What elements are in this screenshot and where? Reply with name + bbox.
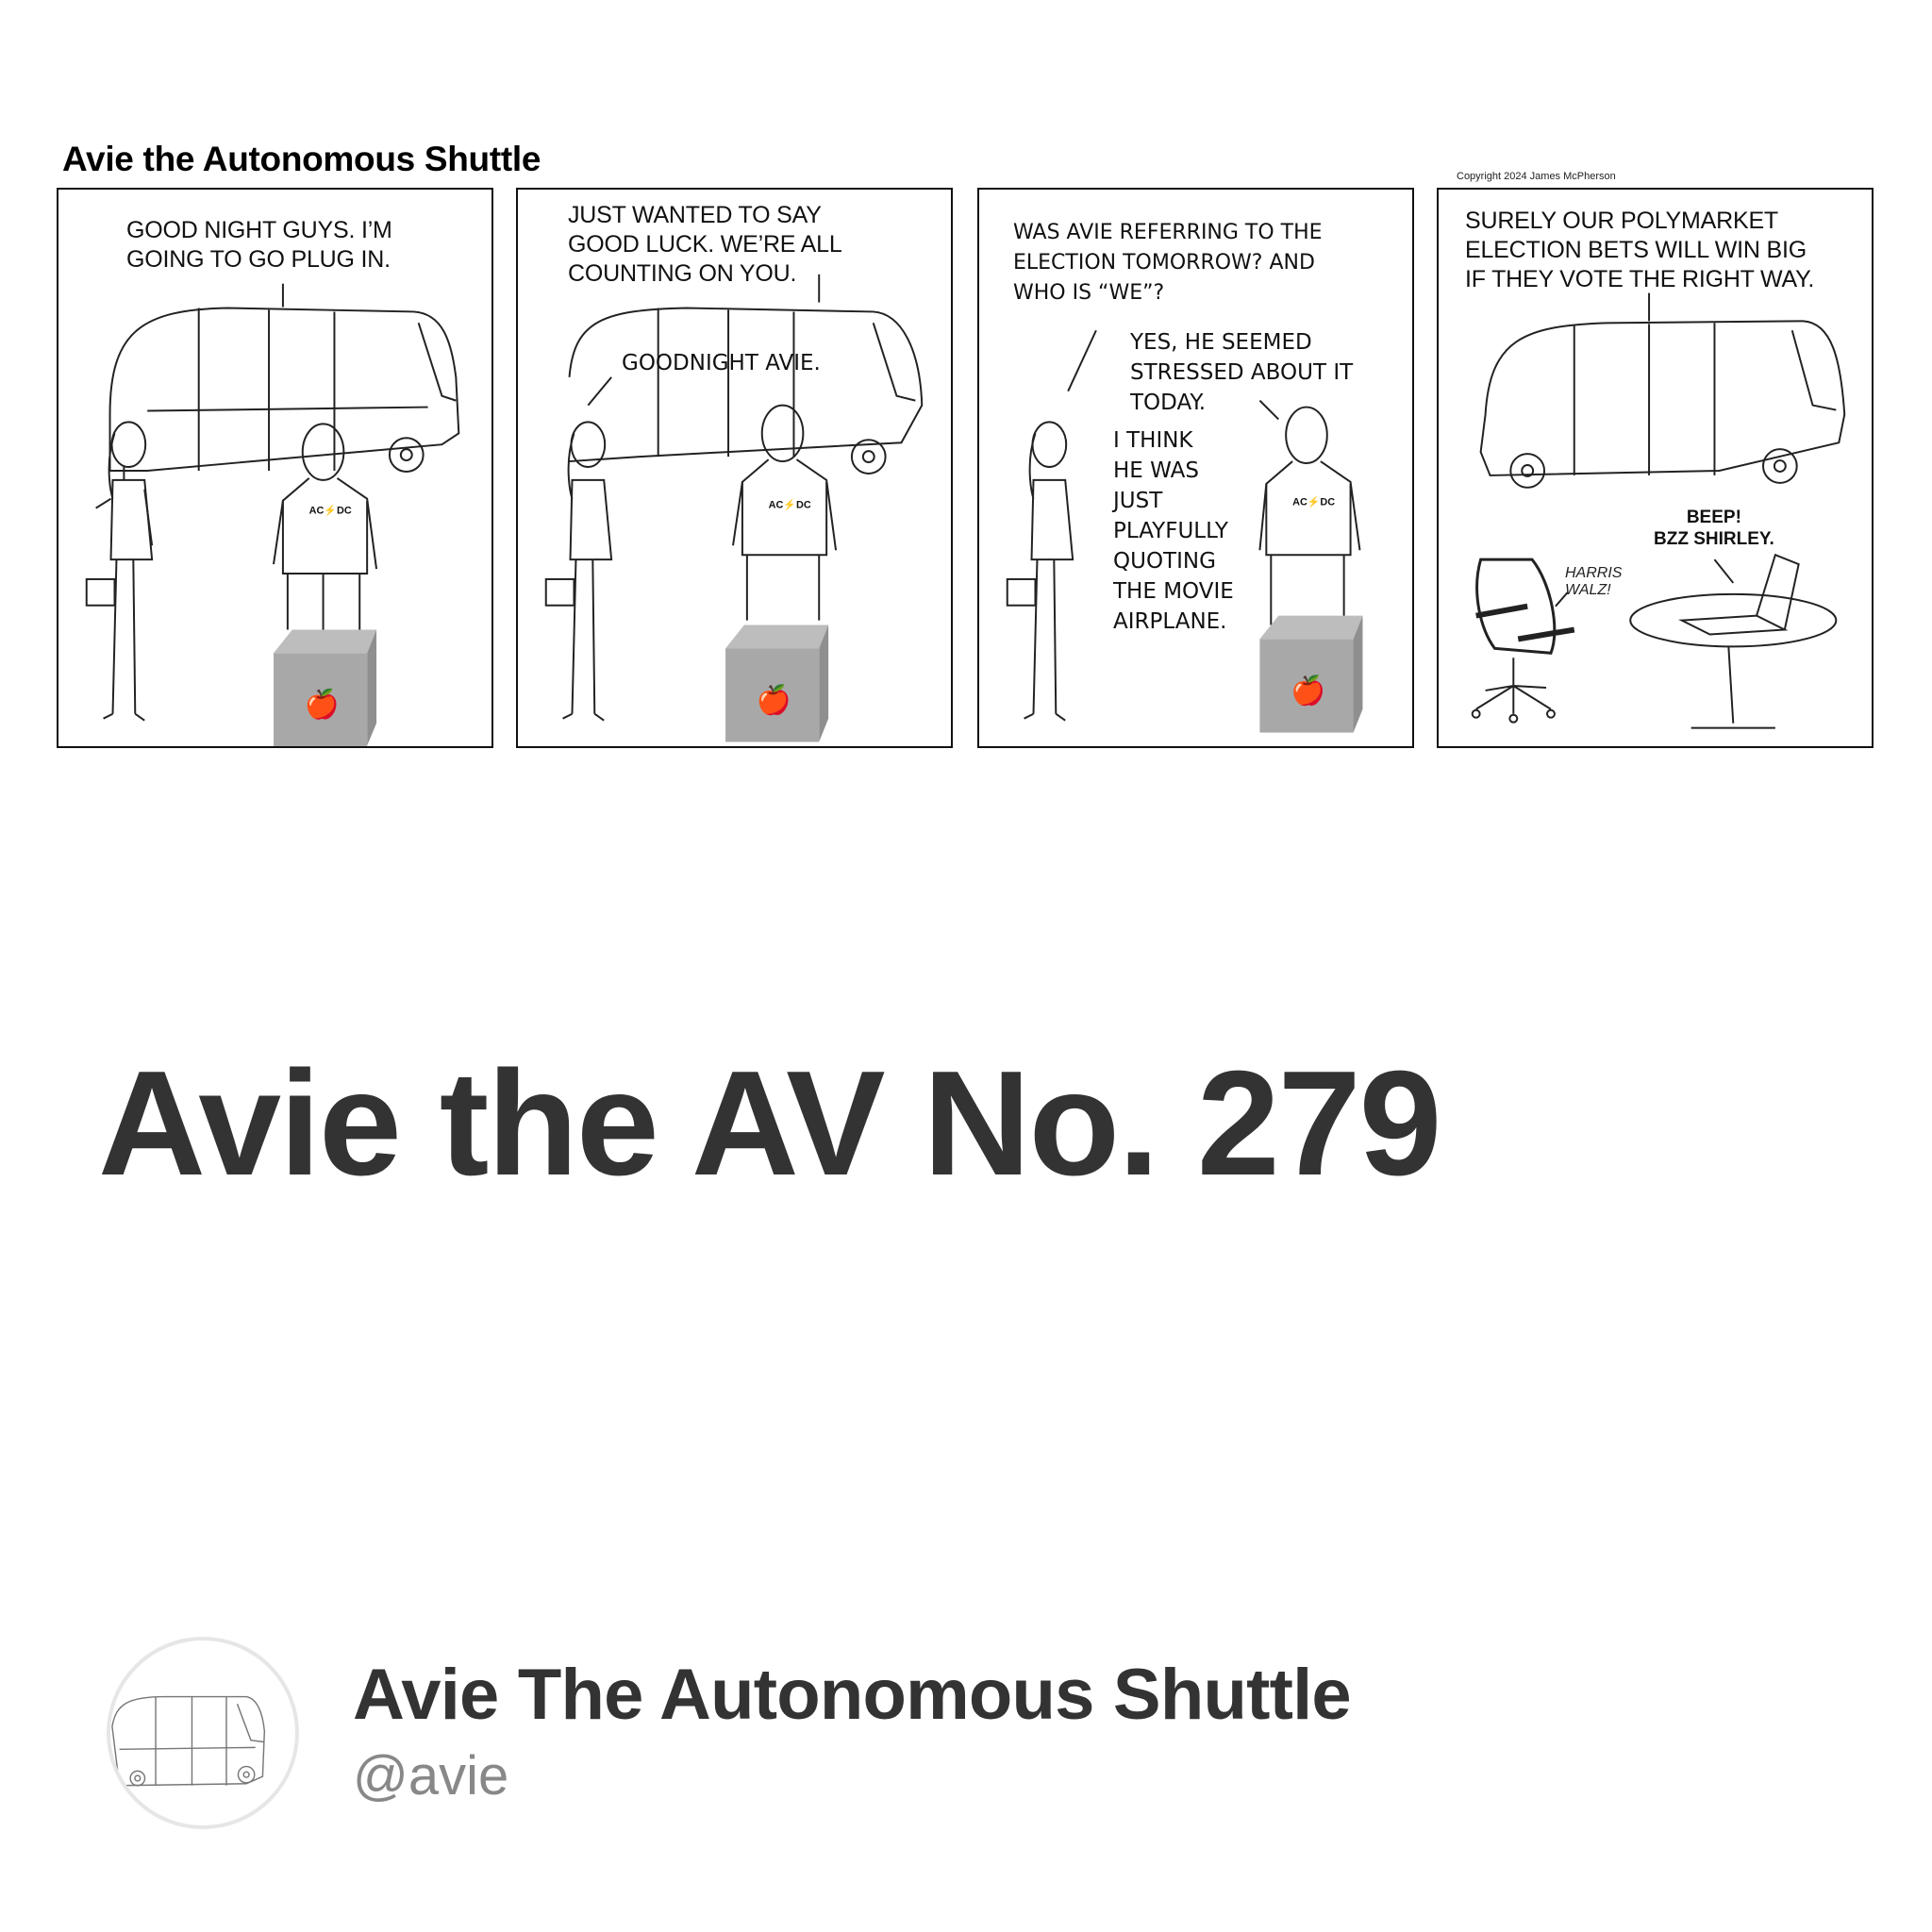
- comic-panel-4: [1437, 188, 1874, 748]
- chair-speech: HARRIS WALZ!: [1565, 565, 1623, 598]
- publication-handle[interactable]: @avie: [353, 1745, 509, 1807]
- panel-4-caption: SURELY OUR POLYMARKET ELECTION BETS WILL WIN BIG IF THEY VOTE THE RIGHT WAY.: [1465, 208, 1815, 292]
- panel-2-caption: JUST WANTED TO SAY GOOD LUCK. WE’RE ALL COUNTING ON YOU.: [568, 202, 842, 287]
- panel-3-speech-2: I THINK HE WAS JUST PLAYFULLY QUOTING THE MOVIE AIRPLANE.: [1113, 428, 1234, 634]
- publication-name[interactable]: Avie The Autonomous Shuttle: [353, 1655, 1351, 1735]
- laptop-speech: BEEP! BZZ SHIRLEY.: [1654, 508, 1774, 549]
- svg-text:🍎: 🍎: [756, 683, 791, 717]
- apple-box: [274, 630, 376, 746]
- comic-panel-3: [977, 188, 1414, 748]
- panel-3-speech-1: YES, HE SEEMED STRESSED ABOUT IT TODAY.: [1130, 330, 1354, 415]
- svg-text:🍎: 🍎: [1291, 674, 1326, 708]
- comic-panel-2: [516, 188, 953, 748]
- panel-2-speech: GOODNIGHT AVIE.: [622, 351, 821, 375]
- apple-box: [725, 625, 828, 742]
- shirt-logo: AC⚡DC: [308, 505, 352, 517]
- panel-1-caption: GOOD NIGHT GUYS. I’M GOING TO GO PLUG IN.: [126, 217, 392, 273]
- comic-panel-1: [57, 188, 493, 748]
- apple-box: [1259, 616, 1362, 733]
- comic-title: Avie the Autonomous Shuttle: [62, 140, 541, 178]
- panel-3-caption: WAS AVIE REFERRING TO THE ELECTION TOMORROW? AND WHO IS “WE”?: [1013, 221, 1323, 305]
- post-title[interactable]: Avie the AV No. 279: [98, 1041, 1441, 1207]
- avatar[interactable]: [107, 1637, 299, 1829]
- shuttle-icon: [110, 1641, 295, 1825]
- svg-text:🍎: 🍎: [304, 688, 340, 722]
- shirt-logo: AC⚡DC: [1292, 496, 1336, 508]
- copyright-note: Copyright 2024 James McPherson: [1457, 171, 1616, 182]
- shirt-logo: AC⚡DC: [768, 499, 811, 511]
